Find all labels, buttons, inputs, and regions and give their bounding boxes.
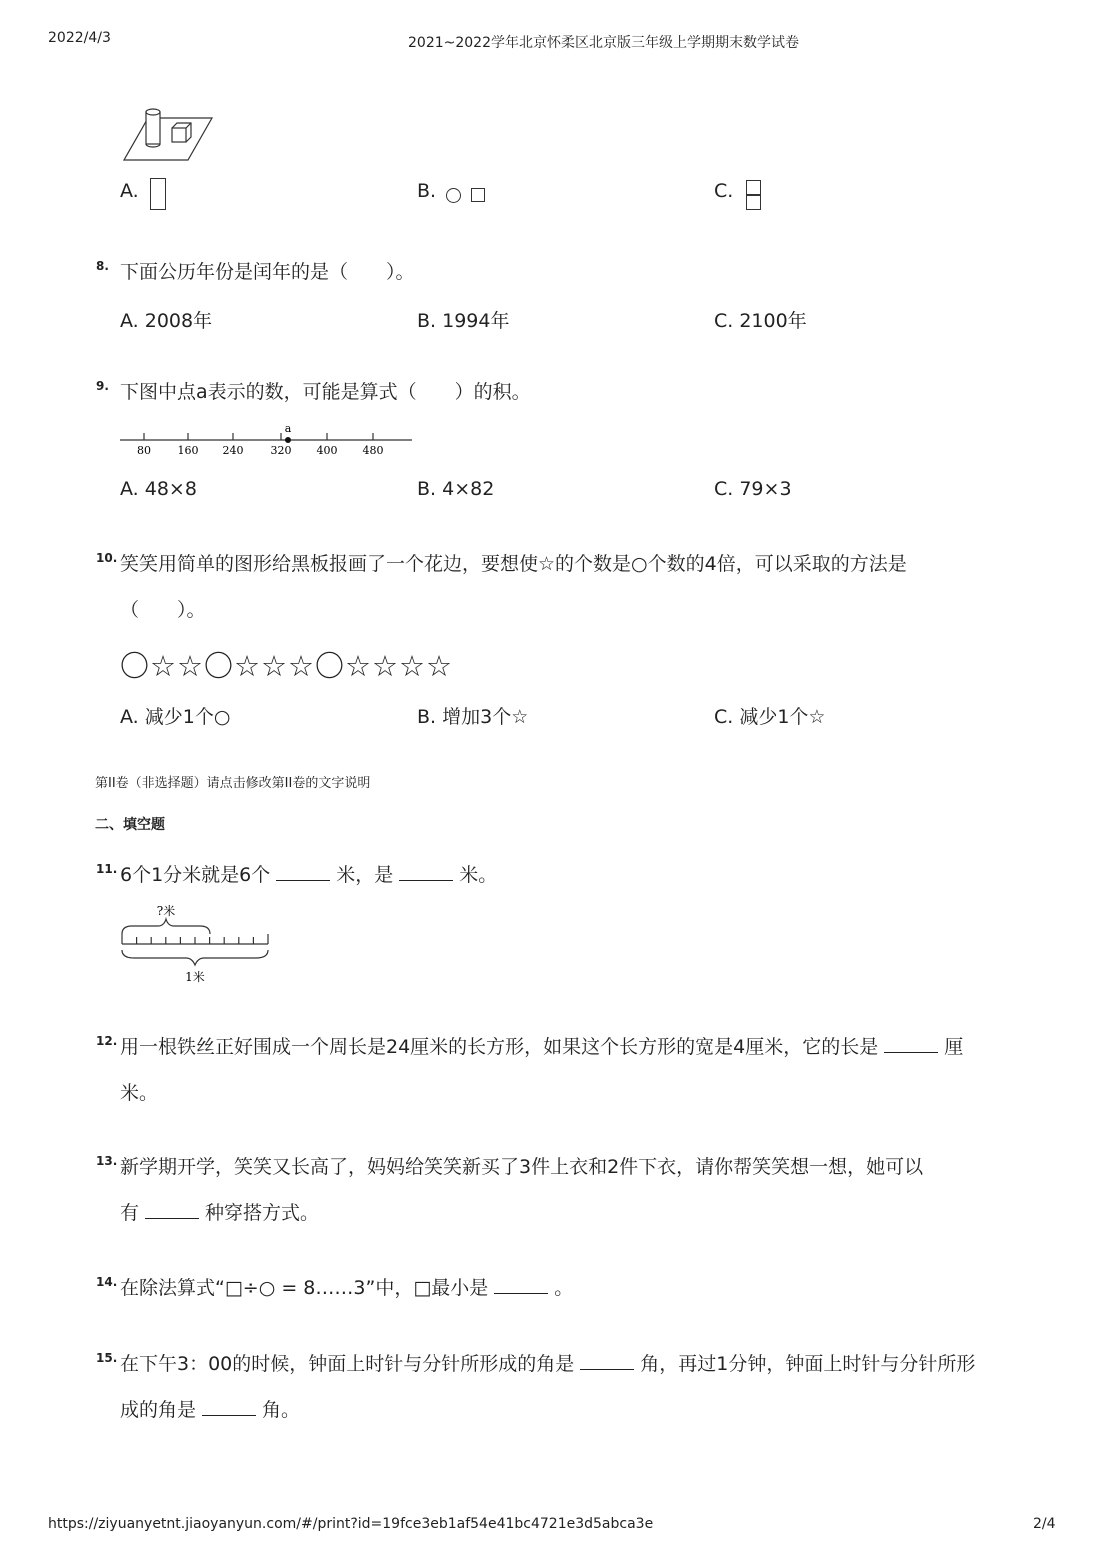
q7-option-c[interactable]	[714, 180, 733, 202]
point-a-dot	[285, 437, 291, 443]
tick-label-240: 240	[222, 444, 244, 457]
q13-number: 13.	[96, 1154, 118, 1168]
q7-option-b-square-shape	[471, 188, 485, 202]
q15-number: 15.	[96, 1351, 118, 1365]
part2-note: 第II卷（非选择题）请点击修改第II卷的文字说明	[95, 776, 371, 791]
q7-option-b-circle-shape	[446, 188, 461, 203]
q9-number-line	[118, 420, 418, 462]
q14-number: 14.	[96, 1275, 118, 1289]
q7-option-a[interactable]	[120, 180, 139, 202]
q11-text-part2: 米，是	[336, 864, 394, 886]
q10-option-c[interactable]: C. 减少1个☆	[714, 706, 826, 728]
q10-option-a[interactable]: A. 减少1个○	[120, 706, 231, 728]
bottom-brace	[122, 950, 268, 965]
q8-number: 8.	[96, 259, 109, 273]
q13-text-line2-start: 有	[120, 1202, 140, 1224]
q8-option-a[interactable]: A. 2008年	[120, 310, 213, 332]
q9-option-b[interactable]: B. 4×82	[417, 478, 495, 500]
q15-text-line1-end: 角，再过1分钟，钟面上时针与分针所形	[640, 1353, 976, 1375]
q15-text-line2-start: 成的角是	[120, 1399, 197, 1421]
q9-option-a[interactable]: A. 48×8	[120, 478, 197, 500]
q12-text-line1-end: 厘	[944, 1036, 964, 1058]
q7-option-c-label: C.	[714, 180, 734, 202]
q8-text: 下面公历年份是闰年的是（ ）。	[120, 261, 415, 283]
q9-number: 9.	[96, 379, 109, 393]
q11-meter-ruler-figure	[116, 900, 276, 990]
top-brace	[122, 919, 210, 934]
section-title-fill-in: 二、填空题	[95, 817, 165, 833]
q14-text	[120, 1274, 573, 1302]
tick-label-320: 320	[270, 444, 292, 457]
q11-number: 11.	[96, 862, 118, 876]
q14-blank[interactable]	[494, 1275, 548, 1294]
q10-text-line1: 笑笑用简单的图形给黑板报画了一个花边，要想使☆的个数是○个数的4倍，可以采取的方法是	[120, 553, 907, 575]
q7-option-a-label: A.	[120, 180, 139, 202]
q13-text-line1: 新学期开学，笑笑又长高了，妈妈给笑笑新买了3件上衣和2件下衣，请你帮笑笑想一想，她可以	[120, 1156, 924, 1178]
q11-blank-1[interactable]	[276, 862, 330, 881]
q12-number: 12.	[96, 1034, 118, 1048]
q7-option-b[interactable]	[417, 180, 436, 202]
q14-text-start: 在除法算式“□÷○ = 8……3”中，□最小是	[120, 1277, 489, 1299]
q7-option-a-rectangle-shape	[150, 178, 166, 210]
q15-text-line2	[120, 1396, 300, 1424]
q9-option-c[interactable]: C. 79×3	[714, 478, 792, 500]
q13-blank[interactable]	[145, 1200, 199, 1219]
tick-label-80: 80	[137, 444, 151, 457]
q12-text-line1-start: 用一根铁丝正好围成一个周长是24厘米的长方形，如果这个长方形的宽是4厘米，它的长是	[120, 1036, 879, 1058]
q11-text-part3: 米。	[459, 864, 498, 886]
q7-option-c-bottom-square-shape	[746, 195, 761, 210]
q7-solids-figure	[120, 104, 216, 164]
q15-text-line1	[120, 1350, 975, 1378]
header-date: 2022/4/3	[48, 30, 111, 46]
q7-option-b-label: B.	[417, 180, 437, 202]
q8-option-c[interactable]: C. 2100年	[714, 310, 807, 332]
q8-option-b[interactable]: B. 1994年	[417, 310, 510, 332]
q10-number: 10.	[96, 551, 118, 565]
q14-text-end: 。	[554, 1277, 574, 1299]
tick-label-480: 480	[362, 444, 384, 457]
q13-text-line2	[120, 1199, 319, 1227]
q10-shape-pattern: 〇☆☆〇☆☆☆〇☆☆☆☆	[120, 649, 453, 683]
point-a-label: a	[284, 422, 292, 435]
ruler-bottom-label: 1米	[185, 970, 205, 984]
q12-blank[interactable]	[884, 1034, 938, 1053]
q13-text-line2-end: 种穿搭方式。	[205, 1202, 320, 1224]
q12-text-line1	[120, 1033, 963, 1061]
header-title: 2021~2022学年北京怀柔区北京版三年级上学期期末数学试卷	[408, 35, 799, 51]
q10-option-b[interactable]: B. 增加3个☆	[417, 706, 529, 728]
q11-text	[120, 861, 497, 889]
q15-blank-2[interactable]	[202, 1397, 256, 1416]
q15-text-line2-end: 角。	[262, 1399, 301, 1421]
q15-blank-1[interactable]	[580, 1351, 634, 1370]
ruler-top-label: ?米	[156, 904, 176, 918]
tick-label-400: 400	[316, 444, 338, 457]
footer-page-number: 2/4	[1033, 1516, 1056, 1532]
tick-label-160: 160	[177, 444, 199, 457]
q9-text: 下图中点a表示的数，可能是算式（ ）的积。	[120, 381, 531, 403]
q15-text-line1-start: 在下午3：00的时候，钟面上时针与分针所形成的角是	[120, 1353, 575, 1375]
q11-blank-2[interactable]	[399, 862, 453, 881]
footer-url[interactable]: https://ziyuanyetnt.jiaoyanyun.com/#/print?id=19fce3eb1af54e41bc4721e3d5abca3e	[48, 1516, 654, 1532]
q10-text-line2: （ ）。	[120, 599, 206, 621]
q11-text-part1: 6个1分米就是6个	[120, 864, 271, 886]
q7-option-c-top-square-shape	[746, 180, 761, 195]
q12-text-line2: 米。	[120, 1082, 159, 1104]
